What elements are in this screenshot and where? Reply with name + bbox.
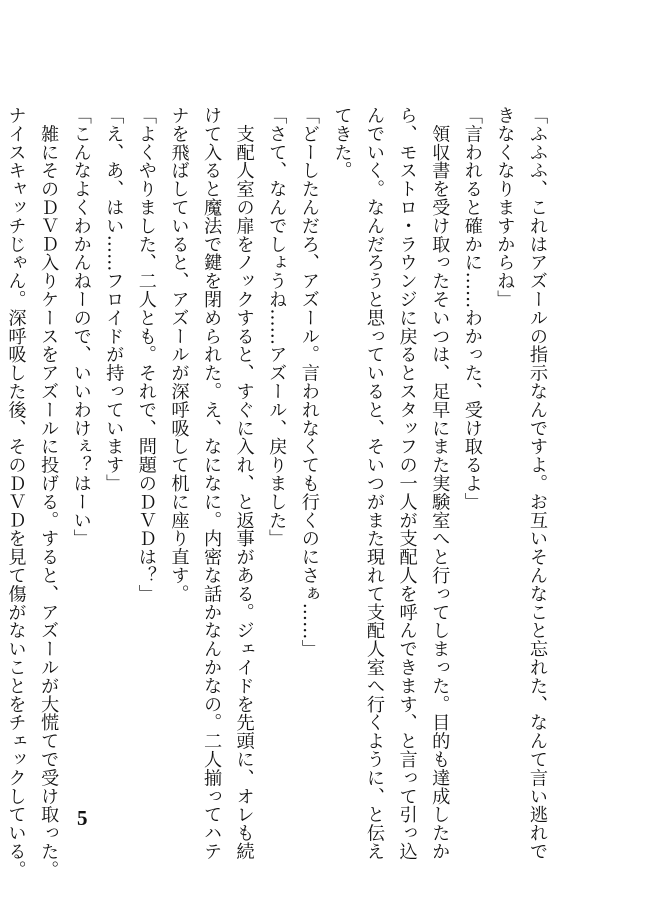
text-line: 雑にそのＤＶＤ入りケースをアズールに投げる。すると、アズールが大慌てで受け取った。 [38, 106, 60, 879]
text-line: んでいく。なんだろうと思っていると、そいつがまた現れて支配人室へ行くように、と伝え [364, 106, 386, 861]
body-text [0, 106, 553, 879]
text-line: けて入ると魔法で鍵を閉められた。え、なになに。内密な話かなんかなの。二人揃ってハテ [201, 106, 223, 861]
text-line: 「ふふふ、これはアズールの指示なんですよ。お互いそんなこと忘れた、なんて言い逃れで [527, 106, 548, 861]
text-line: 「言われると確かに……わかった、受け取るよ」 [461, 106, 483, 511]
text-line: 「こんなよくわかんねーので、いいわけぇ？はーい」 [70, 106, 92, 548]
text-line: ら、モストロ・ラウンジに戻るとスタッフの一人が支配人を呼んできます、と言って引っ込 [396, 106, 418, 861]
text-line: 領収書を受け取ったそいつは、足早にまた実験室へと行ってしまった。目的も達成したか [429, 106, 451, 861]
page-number: 5 [77, 806, 88, 830]
text-line: きなくなりますからね」 [494, 106, 516, 309]
text-line: 「よくやりました、二人とも。それで、問題のＤＶＤは？」 [135, 106, 157, 603]
text-line: ナイスキャッチじゃん。深呼吸した後、そのＤＶＤを見て傷がないことをチェックしている。 [5, 106, 27, 879]
text-line: てきた。 [331, 106, 353, 180]
text-line: 支配人室の扉をノックすると、すぐに入れ、と返事がある。ジェイドを先頭に、オレも続 [233, 106, 255, 861]
text-line: ナを飛ばしていると、アズールが深呼吸して机に座り直す。 [168, 106, 190, 603]
text-line: 「さて、なんでしょうね……アズール、戻りました」 [266, 106, 288, 548]
text-line: 「どーしたんだろ、アズール。言われなくても行くのにさぁ……」 [298, 106, 320, 658]
text-line: 「え、あ、はい……フロイドが持っています」 [103, 106, 125, 493]
